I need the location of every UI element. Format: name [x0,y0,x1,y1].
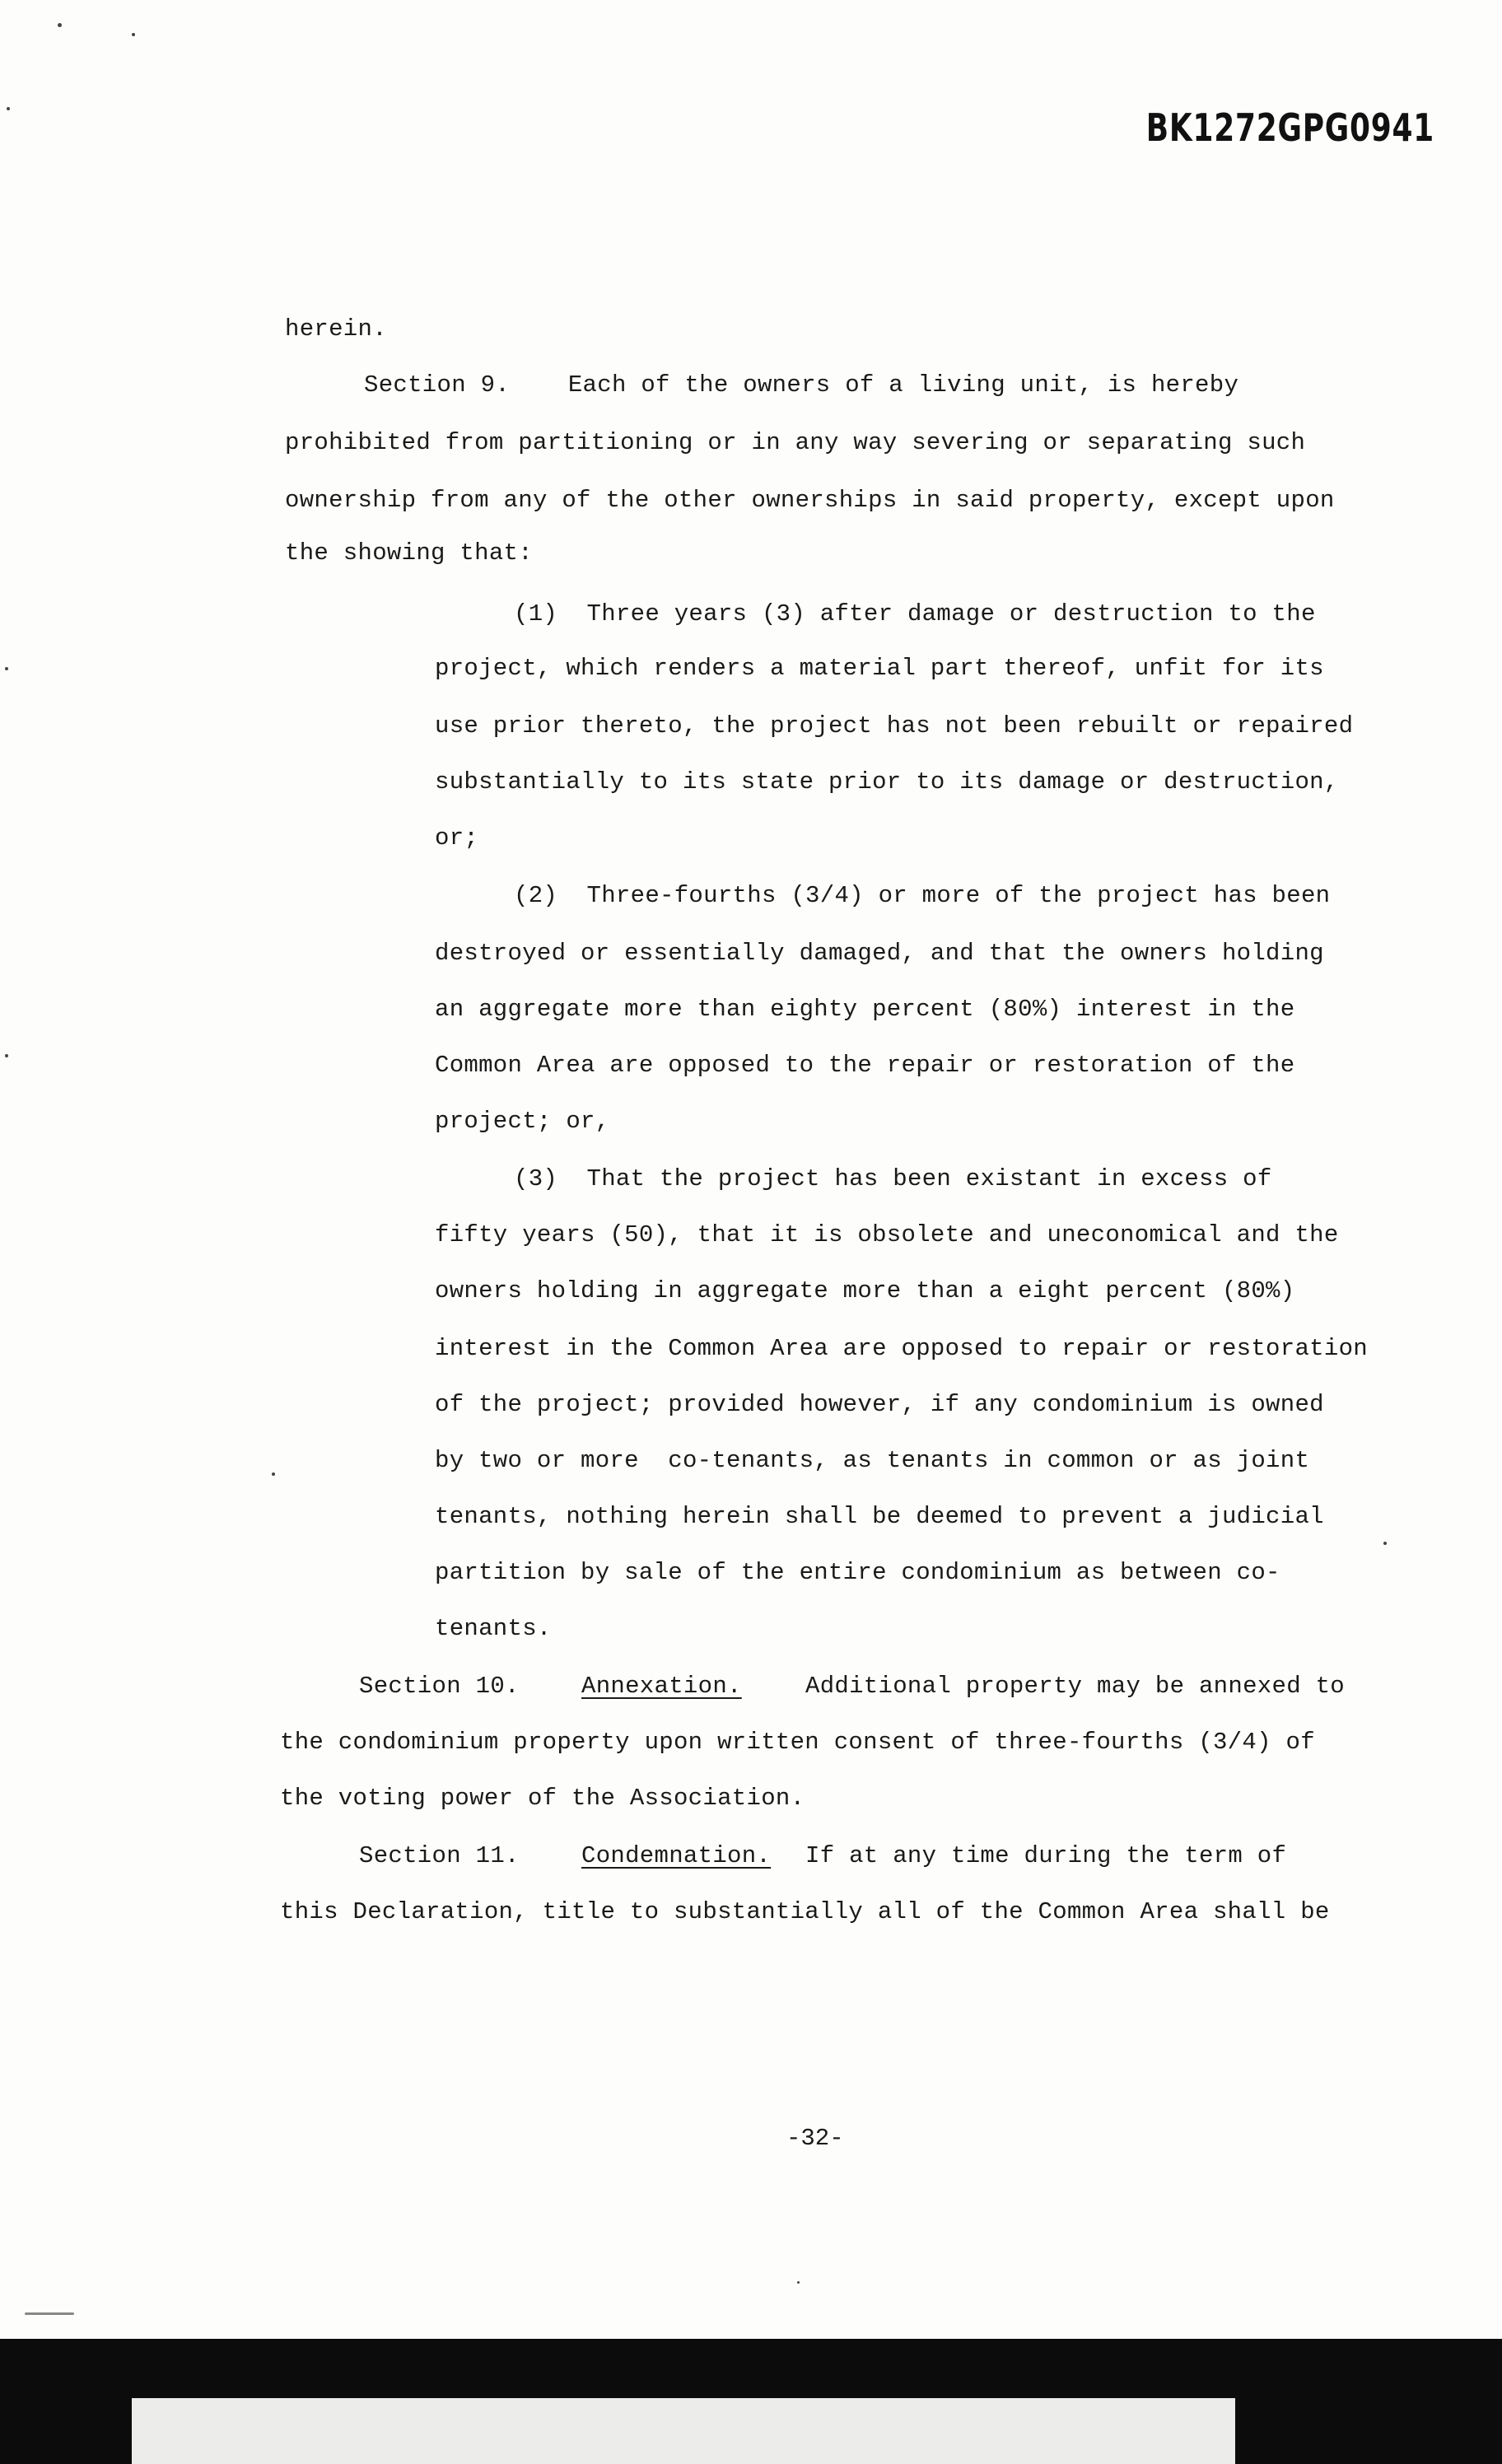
text-line: partition by sale of the entire condominium as between co- [435,1559,1280,1586]
text-line: (2) Three-fourths (3/4) or more of the project has been [514,882,1331,909]
scan-speck [797,2281,800,2284]
text-line: the condominium property upon written consent of three-fourths (3/4) of [280,1729,1315,1756]
scan-speck [7,107,10,110]
section-11-heading: Condemnation. [581,1842,772,1869]
text-line: the voting power of the Association. [280,1785,805,1812]
scan-speck [132,33,135,36]
text-line: ownership from any of the other ownerships in said property, except upon [285,487,1335,514]
text-line: destroyed or essentially damaged, and that the owners holding [435,940,1324,967]
text-line: prohibited from partitioning or in any way severing or separating such [285,429,1306,456]
text-line: use prior thereto, the project has not been rebuilt or repaired [435,712,1354,740]
text-line: by two or more co-tenants, as tenants in common or as joint [435,1447,1310,1474]
text-line: substantially to its state prior to its damage or destruction, [435,768,1339,796]
text-line: (3) That the project has been existant in excess of [514,1165,1272,1192]
scan-speck [1383,1542,1387,1545]
section-11-label: Section 11. [359,1842,520,1869]
text-line: fifty years (50), that it is obsolete and uneconomical and the [435,1221,1339,1248]
text-line: Section 9. Each of the owners of a living unit, is hereby [364,371,1239,399]
scan-speck [5,667,8,670]
text-line: interest in the Common Area are opposed to repair or restoration [435,1335,1368,1362]
scan-edge-paper [132,2398,1235,2464]
text-line: (1) Three years (3) after damage or destruction to the [514,600,1316,628]
text-line: herein. [285,315,387,343]
text-line: project, which renders a material part thereof, unfit for its [435,655,1324,682]
text-line: this Declaration, title to substantially all of the Common Area shall be [280,1898,1330,1925]
text-line: an aggregate more than eighty percent (80%) interest in the [435,996,1295,1023]
section-10-label: Section 10. [359,1673,520,1700]
page-number: -32- [786,2125,844,2152]
section-10-text: Additional property may be annexed to [805,1673,1346,1700]
text-line: project; or, [435,1108,610,1135]
book-page-stamp: BK1272GPG0941 [1145,105,1434,150]
text-line: of the project; provided however, if any condominium is owned [435,1391,1324,1418]
text-line: the showing that: [285,539,533,567]
section-11-text: If at any time during the term of [805,1842,1287,1869]
text-line: owners holding in aggregate more than a eight percent (80%) [435,1277,1295,1304]
scan-speck [58,23,62,27]
text-line: tenants, nothing herein shall be deemed to prevent a judicial [435,1503,1324,1530]
text-line: or; [435,824,479,852]
scan-speck [272,1472,275,1476]
section-10-heading: Annexation. [581,1673,742,1700]
scan-speck [25,2312,74,2315]
text-line: Common Area are opposed to the repair or restoration of the [435,1052,1295,1079]
text-line: tenants. [435,1615,552,1642]
scan-speck [5,1054,8,1057]
